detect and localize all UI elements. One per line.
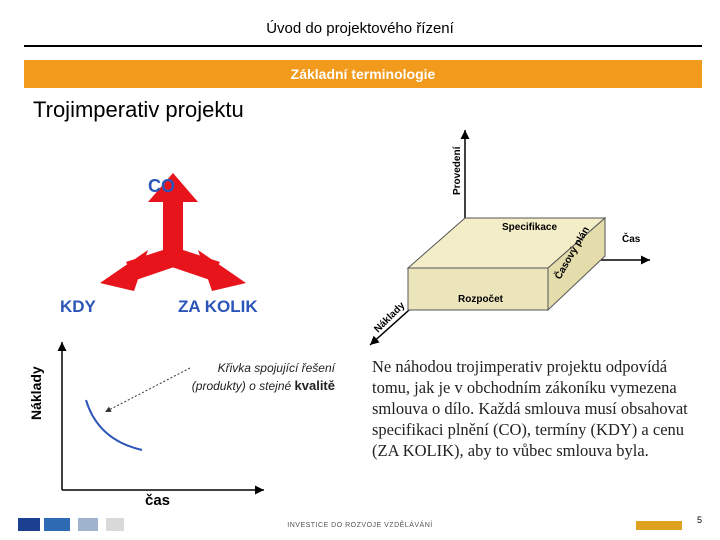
project-box-3d xyxy=(350,120,680,360)
partner-logo-icon xyxy=(636,521,682,530)
cost-time-graph xyxy=(50,330,280,500)
curve-pointer xyxy=(105,368,190,412)
axis-right-label: Čas xyxy=(622,234,641,245)
axis-up-label: Provedení xyxy=(452,146,463,195)
header-title: Úvod do projektového řízení xyxy=(266,20,454,37)
curve-note xyxy=(185,360,335,395)
footer-text: INVESTICE DO ROZVOJE VZDĚLÁVÁNÍ xyxy=(287,522,433,529)
triad-label-top: CO xyxy=(148,176,175,196)
front-face-label: Rozpočet xyxy=(458,294,503,305)
arrow-left-head xyxy=(100,250,148,291)
partner-logo xyxy=(636,518,686,536)
graph-y-label: Náklady xyxy=(28,366,44,420)
slide-title: Trojimperativ projektu xyxy=(33,97,244,122)
triad-label-right: ZA KOLIK xyxy=(178,297,258,316)
curve-note-bold: kvalitě xyxy=(294,378,335,393)
top-face-label: Specifikace xyxy=(502,222,558,233)
triad-diagram xyxy=(60,160,320,320)
explanation-paragraph: Ne náhodou trojimperativ projektu odpovídá tomu, jak je v obchodním zákoníku vymezena smlouva o dílo. Každá smlouva musí obsahovat specifikaci plnění (CO), termíny (KDY) a cenu (ZA KOLIK), aby to vůbec smlouva byla. xyxy=(372,357,688,460)
header-divider xyxy=(24,45,702,47)
curve-note-italic: Křivka spojující řešení (produkty) o stejné xyxy=(191,361,335,393)
page-number: 5 xyxy=(697,515,703,525)
triad-label-left: KDY xyxy=(60,297,96,316)
side-face-label: Časový plán xyxy=(553,224,593,282)
banner-text: Základní terminologie xyxy=(290,66,436,82)
arrow-up-shaft xyxy=(163,198,183,260)
axis-diag-label: Náklady xyxy=(372,300,408,336)
graph-x-label: čas xyxy=(145,492,171,509)
arrow-right-head xyxy=(198,250,246,291)
section-banner xyxy=(24,60,702,88)
